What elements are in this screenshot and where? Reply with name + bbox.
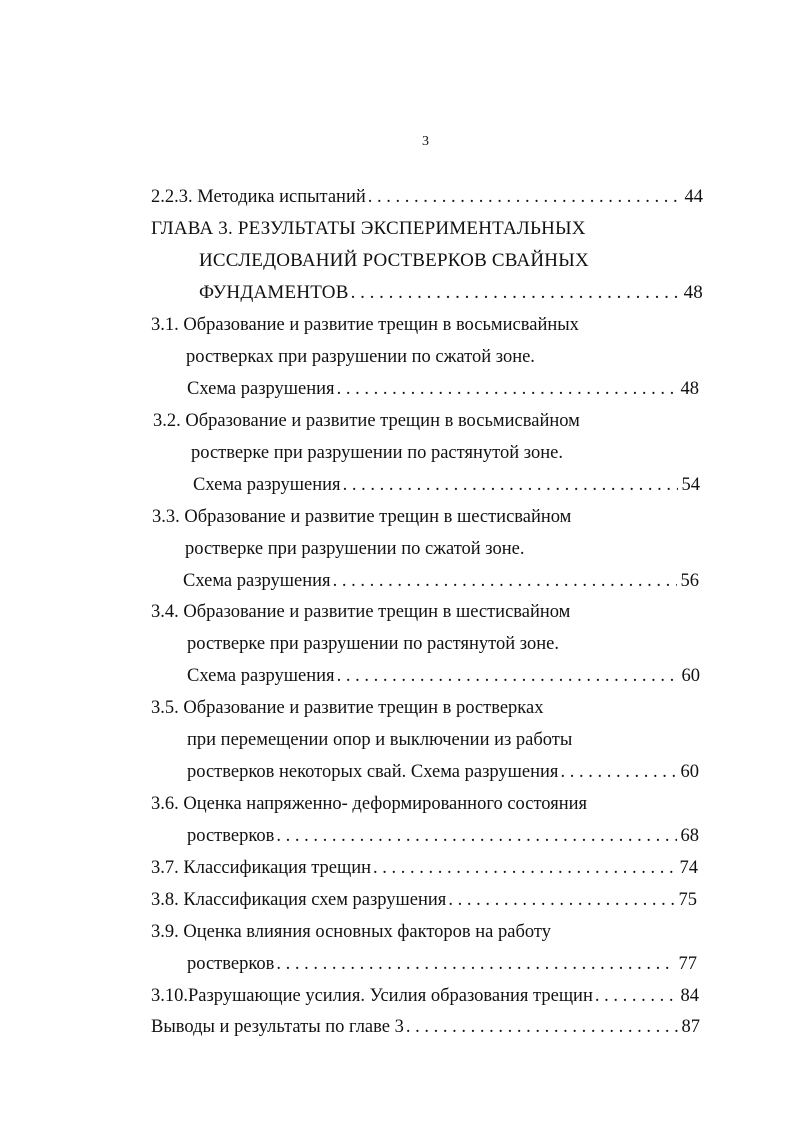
leader-dots xyxy=(337,378,677,400)
toc-page-number: 60 xyxy=(680,762,699,782)
leader-dots xyxy=(373,857,675,879)
chapter-3-heading-line-1: ГЛАВА 3. РЕЗУЛЬТАТЫ ЭКСПЕРИМЕНТАЛЬНЫХ xyxy=(151,218,586,239)
toc-entry-3-7 xyxy=(151,857,698,879)
chapter-3-heading-line-2: ИССЛЕДОВАНИЙ РОСТВЕРКОВ СВАЙНЫХ xyxy=(199,250,589,271)
toc-entry-title: 2.2.3. Методика испытаний xyxy=(151,187,366,207)
toc-page-number: 48 xyxy=(680,379,699,399)
leader-dots xyxy=(368,186,681,208)
toc-page-number: 77 xyxy=(678,954,697,974)
toc-entry-3-8 xyxy=(151,889,697,911)
leader-dots xyxy=(448,889,674,911)
leader-dots xyxy=(595,985,677,1007)
toc-page-number: 84 xyxy=(680,986,699,1006)
toc-page-number: 44 xyxy=(684,187,703,207)
toc-page-number: 54 xyxy=(681,475,700,495)
toc-entry-title: 3.8. Классификация схем разрушения xyxy=(151,890,447,910)
toc-entry-3-5-line-3 xyxy=(187,761,699,783)
toc-entry-3-4-line-3 xyxy=(187,665,700,687)
toc-entry-title: 3.10.Разрушающие усилия. Усилия образования трещин xyxy=(151,986,593,1006)
toc-page-number: 74 xyxy=(679,858,698,878)
toc-entry-3-2-line-3 xyxy=(193,474,700,496)
toc-entry-title: ФУНДАМЕНТОВ xyxy=(199,282,349,303)
leader-dots xyxy=(406,1016,678,1038)
toc-entry-3-5-line-1: 3.5. Образование и развитие трещин в ростверках xyxy=(151,698,544,718)
toc-entry-title: Выводы и результаты по главе 3 xyxy=(151,1017,404,1037)
toc-entry-title: Схема разрушения xyxy=(183,571,331,591)
chapter-3-heading-line-3 xyxy=(199,282,703,304)
leader-dots xyxy=(276,825,676,847)
toc-entry-3-5-line-2: при перемещении опор и выключении из работы xyxy=(187,730,573,750)
toc-entry-3-6-line-2 xyxy=(187,825,699,847)
toc-entry-3-1-line-1: 3.1. Образование и развитие трещин в восьмисвайных xyxy=(151,315,579,335)
leader-dots xyxy=(333,570,677,592)
toc-entry-3-2-line-1: 3.2. Образование и развитие трещин в восьмисвайном xyxy=(153,411,580,431)
toc-entry-3-3-line-1: 3.3. Образование и развитие трещин в шестисвайном xyxy=(152,507,572,527)
leader-dots xyxy=(337,665,678,687)
toc-page-number: 68 xyxy=(680,826,699,846)
leader-dots xyxy=(276,953,674,975)
leader-dots xyxy=(343,474,678,496)
toc-entry-title: ростверков xyxy=(187,826,275,846)
toc-page-number: 56 xyxy=(680,571,699,591)
toc-entry-3-1-line-2: ростверках при разрушении по сжатой зоне. xyxy=(186,347,535,367)
toc-entry-3-4-line-2: ростверке при разрушении по растянутой зоне. xyxy=(187,634,559,654)
toc-entry-3-2-line-2: ростверке при разрушении по растянутой зоне. xyxy=(191,443,563,463)
toc-entry-title: ростверков xyxy=(187,954,275,974)
toc-entry-title: Схема разрушения xyxy=(187,379,335,399)
toc-entry-title: Схема разрушения xyxy=(187,666,335,686)
toc-page-number: 48 xyxy=(683,282,703,303)
page-number: 3 xyxy=(422,134,429,149)
toc-entry-3-6-line-1: 3.6. Оценка напряженно- деформированного состояния xyxy=(151,794,588,814)
toc-entry-3-3-line-3 xyxy=(183,570,699,592)
toc-entry-3-1-line-3 xyxy=(187,378,699,400)
toc-page-number: 75 xyxy=(678,890,697,910)
toc-entry-conclusions xyxy=(151,1016,700,1038)
leader-dots xyxy=(351,282,680,304)
toc-page-number: 87 xyxy=(681,1017,700,1037)
toc-entry-2-2-3 xyxy=(151,186,703,208)
toc-entry-3-9-line-2 xyxy=(187,953,697,975)
toc-entry-3-9-line-1: 3.9. Оценка влияния основных факторов на работу xyxy=(151,922,551,942)
toc-entry-3-3-line-2: ростверке при разрушении по сжатой зоне. xyxy=(185,539,525,559)
toc-entry-title: 3.7. Классификация трещин xyxy=(151,858,372,878)
leader-dots xyxy=(560,761,676,783)
toc-entry-3-10 xyxy=(151,985,699,1007)
toc-entry-3-4-line-1: 3.4. Образование и развитие трещин в шестисвайном xyxy=(151,602,571,622)
toc-entry-title: Схема разрушения xyxy=(193,475,341,495)
toc-page-number: 60 xyxy=(681,666,700,686)
toc-entry-title: ростверков некоторых свай. Схема разрушения xyxy=(187,762,559,782)
